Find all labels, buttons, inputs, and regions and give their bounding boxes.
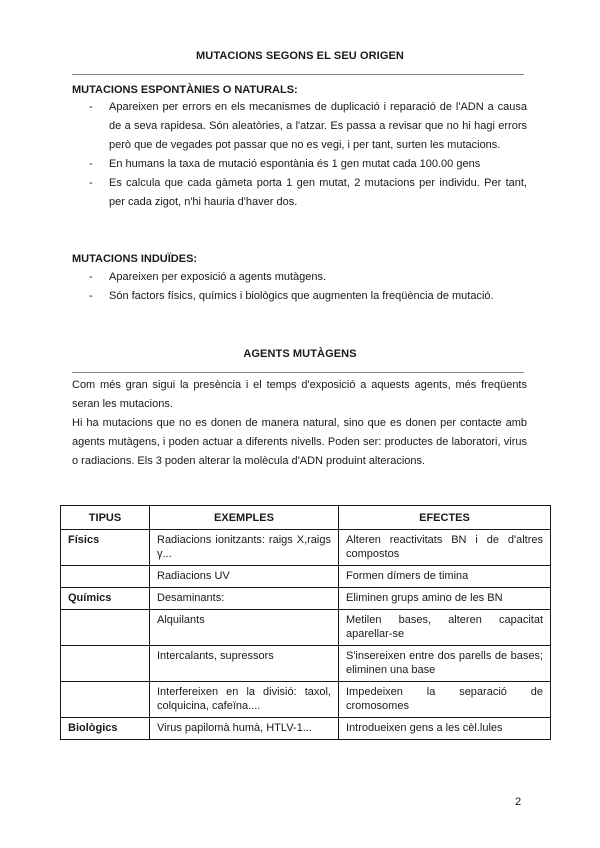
cell-tipus xyxy=(61,610,150,646)
induced-list xyxy=(72,268,527,306)
cell-tipus xyxy=(61,566,150,588)
list-item: - Es calcula que cada gàmeta porta 1 gen mutat, 2 mutacions per individu. Per tant, per cada zigot, n'hi hauria d'haver dos. xyxy=(72,174,527,212)
table-row xyxy=(61,682,551,718)
table-row xyxy=(61,530,551,566)
cell-exemple: Intercalants, supressors xyxy=(150,646,339,682)
cell-tipus xyxy=(61,682,150,718)
cell-exemple: Radiacions UV xyxy=(150,566,339,588)
header-efectes: EFECTES xyxy=(339,506,551,530)
list-item: - Apareixen per errors en els mecanismes de duplicació i reparació de l'ADN a causa de a seva rapidesa. Són aleatòries, a l'atzar. Es passa a revisar que no hi hagi errors però que de vegades pot passar que no es vegi, i per tant, surten les mutacions. xyxy=(72,98,527,155)
cell-exemple: Radiacions ionitzants: raigs X,raigs γ... xyxy=(150,530,339,566)
table-row xyxy=(61,610,551,646)
heading-induced: MUTACIONS INDUÏDES: xyxy=(72,253,198,265)
cell-tipus: Químics xyxy=(61,588,150,610)
page-number: 2 xyxy=(515,796,522,808)
table-row xyxy=(61,646,551,682)
cell-efecte: Introdueixen gens a les cèl.lules xyxy=(339,718,551,740)
table-row xyxy=(61,566,551,588)
cell-efecte: Alteren reactivitats BN i de d'altres compostos xyxy=(339,530,551,566)
cell-exemple: Interfereixen en la divisió: taxol, colquicina, cafeïna.... xyxy=(150,682,339,718)
heading-spontaneous: MUTACIONS ESPONTÀNIES O NATURALS: xyxy=(72,84,298,96)
section-title-agents: AGENTS MUTÀGENS xyxy=(243,348,357,360)
spontaneous-list xyxy=(72,98,527,212)
header-exemples: EXEMPLES xyxy=(150,506,339,530)
cell-tipus xyxy=(61,646,150,682)
title-rule xyxy=(72,372,524,373)
cell-efecte: Eliminen grups amino de les BN xyxy=(339,588,551,610)
table-row xyxy=(61,718,551,740)
cell-efecte: S'insereixen entre dos parells de bases; eliminen una base xyxy=(339,646,551,682)
cell-tipus: Biològics xyxy=(61,718,150,740)
cell-tipus: Físics xyxy=(61,530,150,566)
list-item: - Són factors físics, químics i biològics que augmenten la freqüència de mutació. xyxy=(72,287,527,306)
cell-efecte: Impedeixen la separació de cromosomes xyxy=(339,682,551,718)
cell-exemple: Desaminants: xyxy=(150,588,339,610)
header-tipus: TIPUS xyxy=(61,506,150,530)
paragraph: Com més gran sigui la presència i el temps d'exposició a aquests agents, més freqüents seran les mutacions. xyxy=(72,379,527,410)
table-row xyxy=(61,588,551,610)
paragraph: Hi ha mutacions que no es donen de manera natural, sino que es donen per contacte amb agents mutàgens, i poden actuar a diferents nivells. Poden ser: productes de laboratori, virus o radiacions. Els 3 poden alterar la molècula d'ADN produint alteracions. xyxy=(72,417,527,467)
title-rule xyxy=(72,74,524,75)
cell-exemple: Virus papilomà humà, HTLV-1... xyxy=(150,718,339,740)
list-item: - En humans la taxa de mutació espontània és 1 gen mutat cada 100.00 gens xyxy=(72,155,527,174)
section-title-origin: MUTACIONS SEGONS EL SEU ORIGEN xyxy=(196,50,404,62)
cell-efecte: Formen dímers de timina xyxy=(339,566,551,588)
list-item: - Apareixen per exposició a agents mutàgens. xyxy=(72,268,527,287)
cell-efecte: Metilen bases, alteren capacitat aparellar-se xyxy=(339,610,551,646)
cell-exemple: Alquilants xyxy=(150,610,339,646)
table-header-row xyxy=(61,506,551,530)
mutagens-table xyxy=(60,505,551,740)
